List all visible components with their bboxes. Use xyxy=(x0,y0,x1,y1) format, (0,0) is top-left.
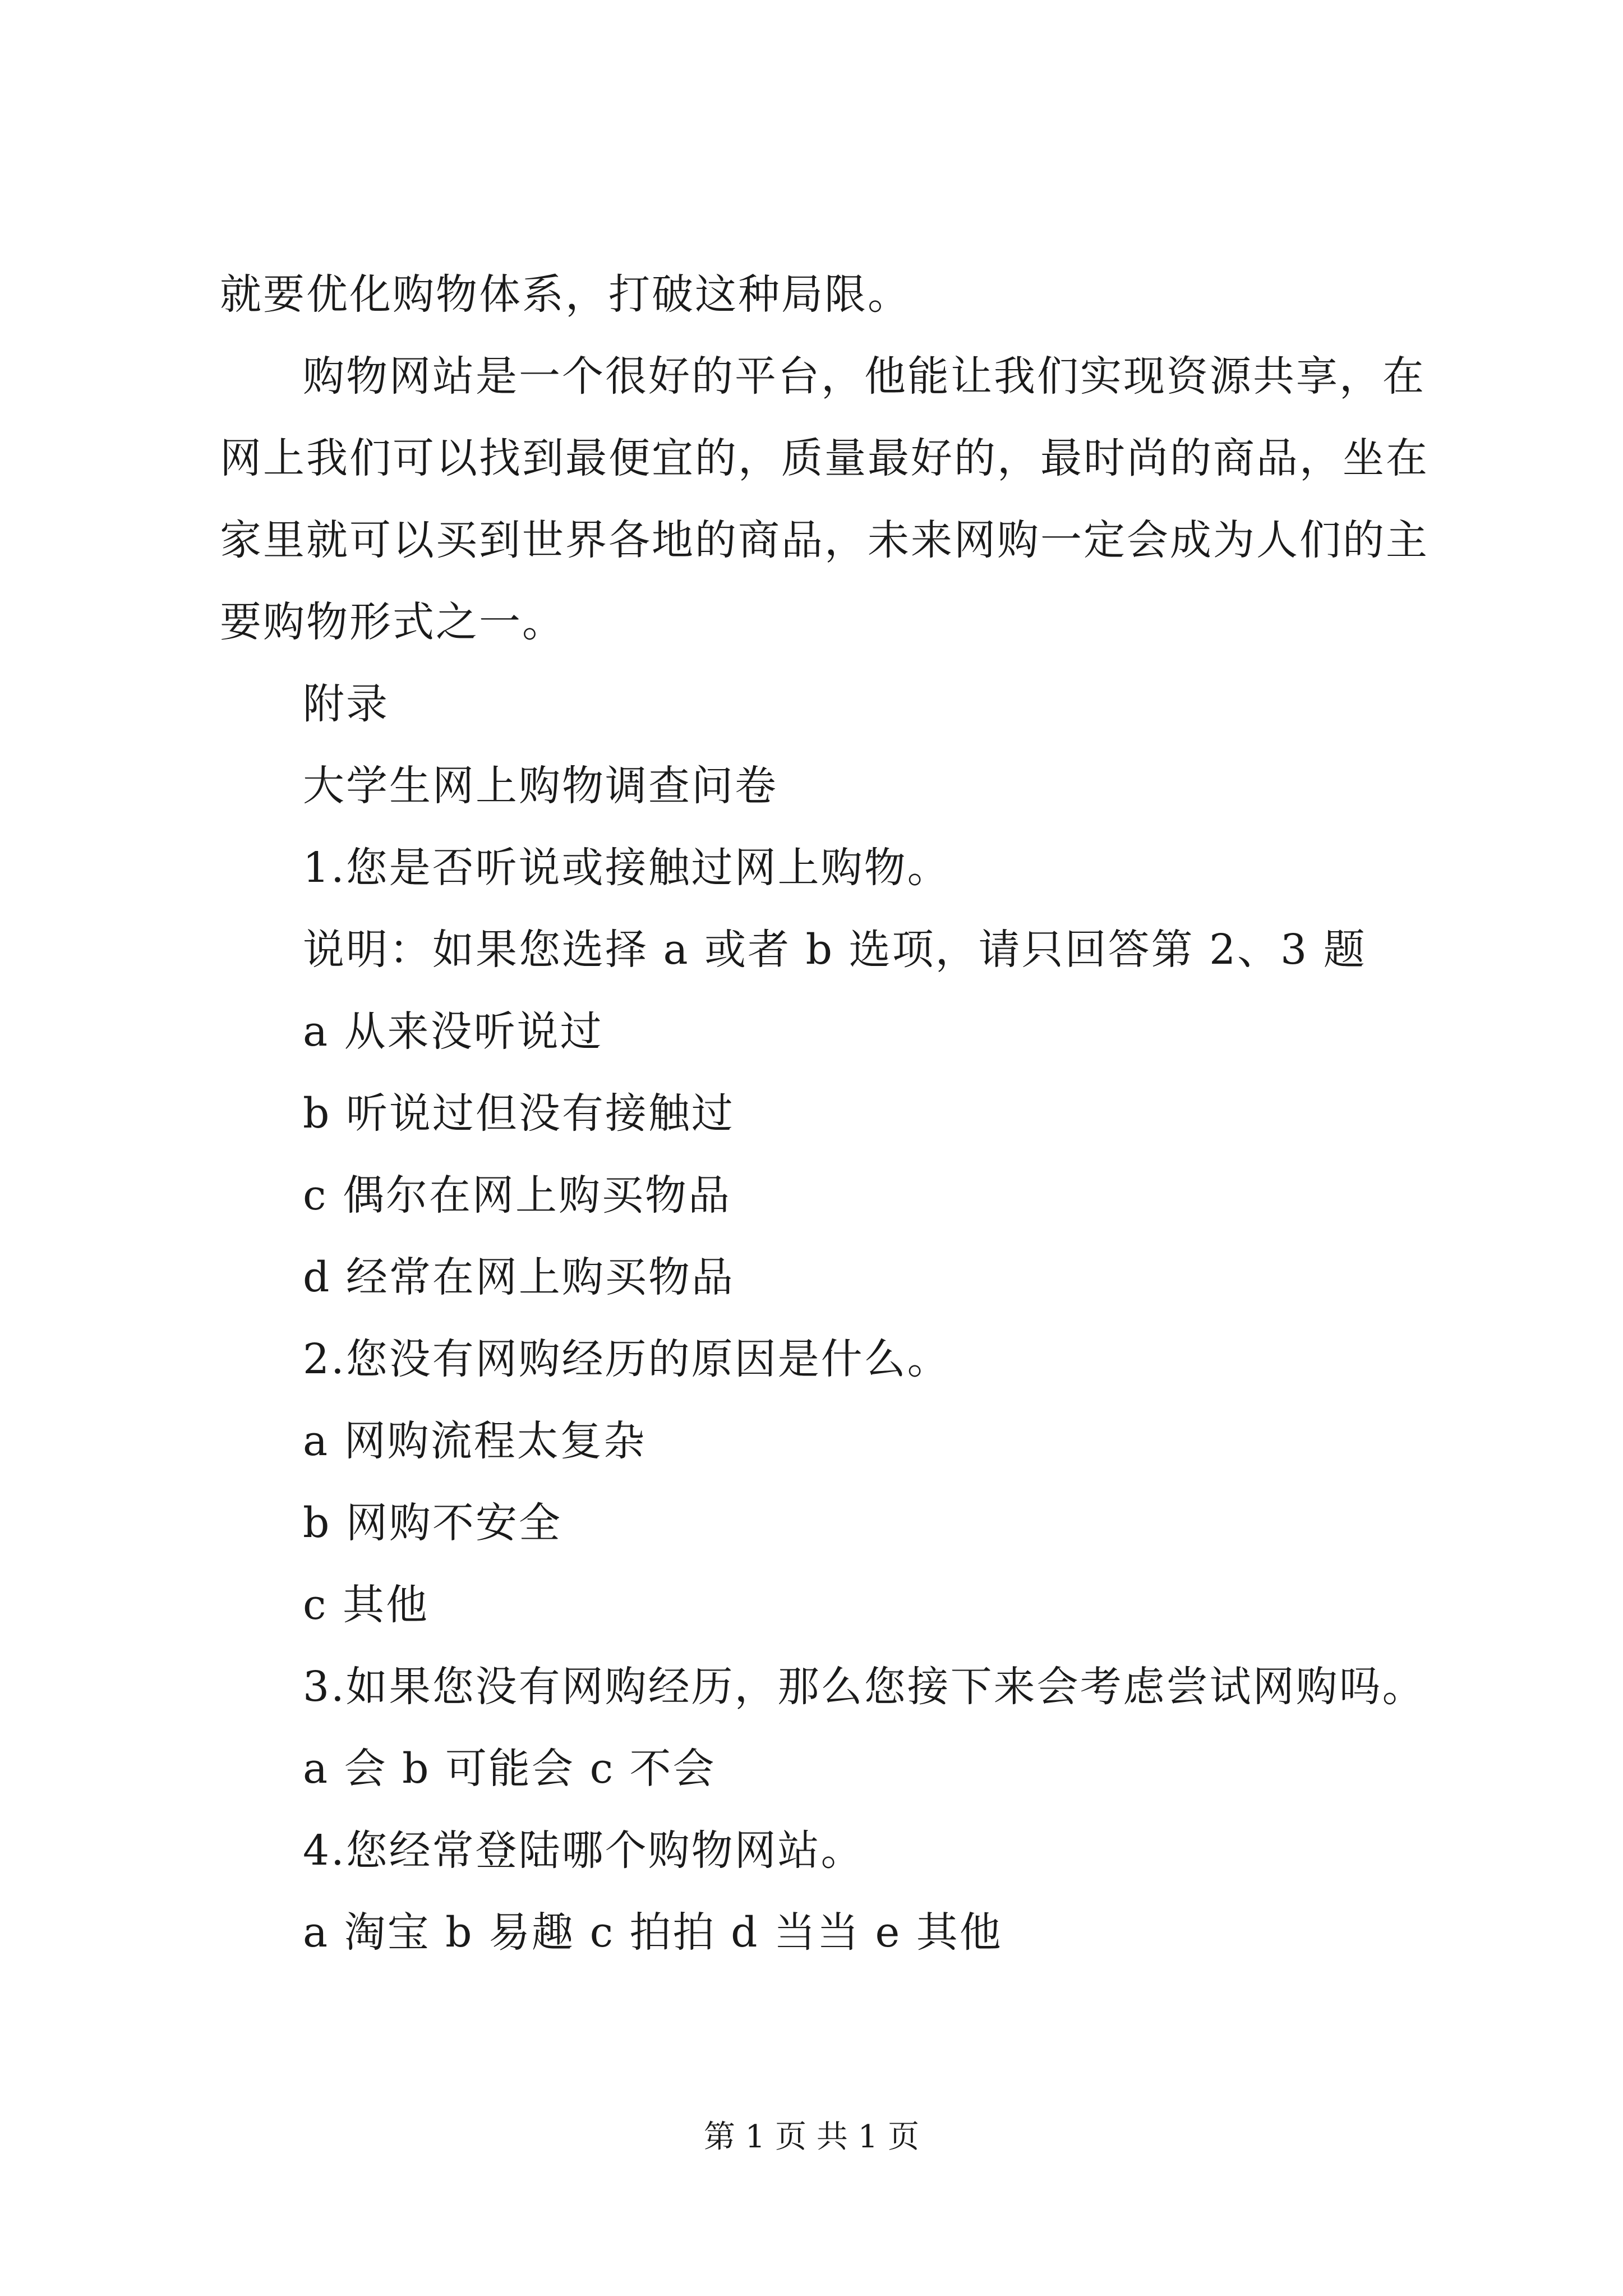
document-body xyxy=(220,254,1442,1973)
option-line: c 其他 xyxy=(303,1581,429,1629)
appendix-heading: 附录 xyxy=(303,680,389,728)
paragraph-line: 网上我们可以找到最便宜的，质量最好的，最时尚的商品，坐在 xyxy=(220,434,1429,482)
option-line: c 偶尔在网上购买物品 xyxy=(303,1171,731,1220)
paragraph-line: 家里就可以买到世界各地的商品，未来网购一定会成为人们的主 xyxy=(220,516,1429,564)
option-line: a 网购流程太复杂 xyxy=(303,1417,647,1465)
paragraph-line: 就要优化购物体系，打破这种局限。 xyxy=(220,270,911,319)
option-line: b 网购不安全 xyxy=(303,1499,562,1547)
page-footer: 第 1 页 共 1 页 xyxy=(703,2119,920,2155)
question-3: 3.如果您没有网购经历，那么您接下来会考虑尝试网购吗。 xyxy=(303,1663,1426,1711)
question-1: 1.您是否听说或接触过网上购物。 xyxy=(303,844,951,892)
option-line: a 会 b 可能会 c 不会 xyxy=(303,1745,716,1793)
option-line: d 经常在网上购买物品 xyxy=(303,1253,735,1301)
paragraph-line: 要购物形式之一。 xyxy=(220,598,565,646)
paragraph-line: 购物网站是一个很好的平台，他能让我们实现资源共享，在 xyxy=(303,352,1426,401)
option-line: b 听说过但没有接触过 xyxy=(303,1089,735,1138)
question-note: 说明：如果您选择 a 或者 b 选项，请只回答第 2、3 题 xyxy=(303,926,1367,974)
option-line: a 从来没听说过 xyxy=(303,1007,603,1056)
question-2: 2.您没有网购经历的原因是什么。 xyxy=(303,1335,951,1383)
question-4: 4.您经常登陆哪个购物网站。 xyxy=(303,1826,864,1875)
option-line: a 淘宝 b 易趣 c 拍拍 d 当当 e 其他 xyxy=(303,1908,1003,1957)
questionnaire-title: 大学生网上购物调查问卷 xyxy=(303,762,778,810)
